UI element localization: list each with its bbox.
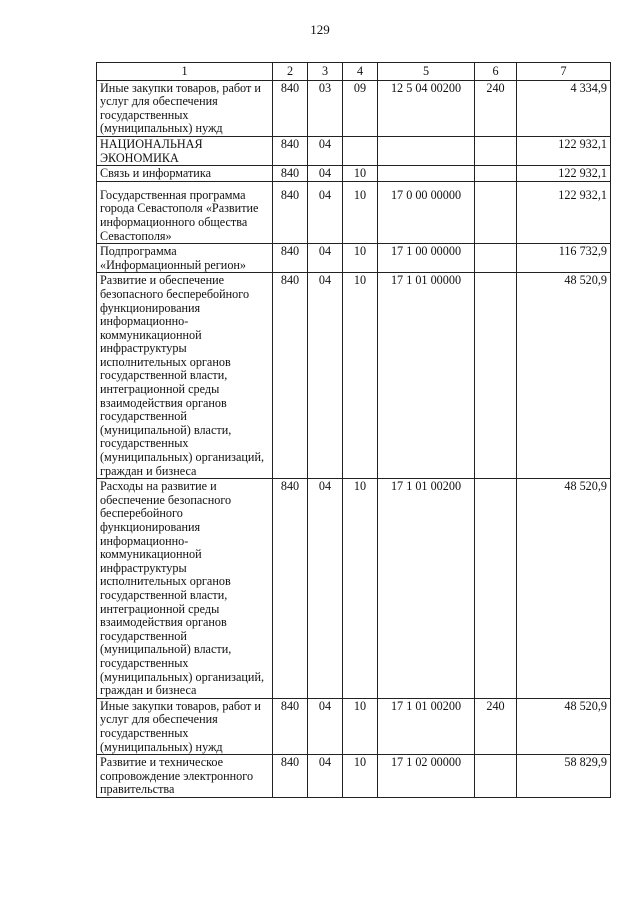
row-col-5 bbox=[378, 166, 475, 182]
row-col-5: 12 5 04 00200 bbox=[378, 80, 475, 136]
row-col-2: 840 bbox=[273, 479, 308, 699]
row-col-7: 116 732,9 bbox=[517, 244, 611, 273]
row-name: Подпрограмма «Информационный регион» bbox=[97, 244, 273, 273]
row-col-7: 4 334,9 bbox=[517, 80, 611, 136]
row-col-6: 240 bbox=[475, 80, 517, 136]
header-col-4: 4 bbox=[343, 63, 378, 81]
row-name: Связь и информатика bbox=[97, 166, 273, 182]
row-name: Расходы на развитие и обеспечение безопасного бесперебойного функционирования информационно-коммуникационной инфраструктуры исполнительных органов государственной власти, интеграционной среды взаимодействия органов государственной (муниципальной) власти, государственных (муниципальных) организаций, граждан и бизнеса bbox=[97, 479, 273, 699]
header-col-2: 2 bbox=[273, 63, 308, 81]
row-col-6 bbox=[475, 181, 517, 243]
header-row bbox=[97, 63, 611, 81]
row-col-2: 840 bbox=[273, 755, 308, 798]
row-col-3: 04 bbox=[308, 136, 343, 165]
row-col-4 bbox=[343, 136, 378, 165]
table-row bbox=[97, 166, 611, 182]
row-col-5: 17 1 01 00000 bbox=[378, 273, 475, 479]
row-col-6 bbox=[475, 479, 517, 699]
row-name: НАЦИОНАЛЬНАЯ ЭКОНОМИКА bbox=[97, 136, 273, 165]
row-col-4: 10 bbox=[343, 755, 378, 798]
row-col-6 bbox=[475, 136, 517, 165]
table-row bbox=[97, 181, 611, 243]
table-row bbox=[97, 136, 611, 165]
row-col-4: 09 bbox=[343, 80, 378, 136]
row-col-2: 840 bbox=[273, 698, 308, 754]
header-col-1: 1 bbox=[97, 63, 273, 81]
row-col-5: 17 1 00 00000 bbox=[378, 244, 475, 273]
row-col-5: 17 1 01 00200 bbox=[378, 479, 475, 699]
header-col-7: 7 bbox=[517, 63, 611, 81]
row-col-3: 04 bbox=[308, 698, 343, 754]
row-col-3: 04 bbox=[308, 755, 343, 798]
table-row bbox=[97, 698, 611, 754]
row-col-6: 240 bbox=[475, 698, 517, 754]
row-col-4: 10 bbox=[343, 479, 378, 699]
table-row bbox=[97, 755, 611, 798]
row-col-4: 10 bbox=[343, 166, 378, 182]
row-col-6 bbox=[475, 755, 517, 798]
row-col-7: 122 932,1 bbox=[517, 181, 611, 243]
table-row bbox=[97, 273, 611, 479]
page-number: 129 bbox=[310, 22, 330, 37]
header-col-6: 6 bbox=[475, 63, 517, 81]
row-name: Государственная программа города Севастополя «Развитие информационного общества Севастополя» bbox=[97, 181, 273, 243]
row-col-7: 48 520,9 bbox=[517, 479, 611, 699]
row-name: Иные закупки товаров, работ и услуг для обеспечения государственных (муниципальных) нужд bbox=[97, 80, 273, 136]
row-col-3: 04 bbox=[308, 181, 343, 243]
header-col-5: 5 bbox=[378, 63, 475, 81]
header-col-3: 3 bbox=[308, 63, 343, 81]
table-row bbox=[97, 80, 611, 136]
row-col-7: 122 932,1 bbox=[517, 136, 611, 165]
row-col-4: 10 bbox=[343, 244, 378, 273]
row-col-2: 840 bbox=[273, 166, 308, 182]
row-col-3: 04 bbox=[308, 166, 343, 182]
row-col-4: 10 bbox=[343, 273, 378, 479]
row-col-7: 122 932,1 bbox=[517, 166, 611, 182]
row-col-2: 840 bbox=[273, 181, 308, 243]
row-col-2: 840 bbox=[273, 136, 308, 165]
budget-table bbox=[96, 62, 611, 798]
row-col-7: 48 520,9 bbox=[517, 698, 611, 754]
row-name: Развитие и обеспечение безопасного бесперебойного функционирования информационно-коммуникационной инфраструктуры исполнительных органов государственной власти, интеграционной среды взаимодействия органов государственной (муниципальной) власти, государственных (муниципальных) организаций, граждан и бизнеса bbox=[97, 273, 273, 479]
row-col-2: 840 bbox=[273, 244, 308, 273]
row-col-4: 10 bbox=[343, 698, 378, 754]
row-col-7: 48 520,9 bbox=[517, 273, 611, 479]
row-col-6 bbox=[475, 244, 517, 273]
row-col-5: 17 1 01 00200 bbox=[378, 698, 475, 754]
row-col-6 bbox=[475, 166, 517, 182]
row-col-3: 04 bbox=[308, 244, 343, 273]
row-col-3: 04 bbox=[308, 273, 343, 479]
row-col-2: 840 bbox=[273, 80, 308, 136]
row-col-5: 17 0 00 00000 bbox=[378, 181, 475, 243]
row-col-2: 840 bbox=[273, 273, 308, 479]
row-col-6 bbox=[475, 273, 517, 479]
row-name: Развитие и техническое сопровождение электронного правительства bbox=[97, 755, 273, 798]
row-col-5 bbox=[378, 136, 475, 165]
row-name: Иные закупки товаров, работ и услуг для обеспечения государственных (муниципальных) нужд bbox=[97, 698, 273, 754]
row-col-3: 04 bbox=[308, 479, 343, 699]
row-col-4: 10 bbox=[343, 181, 378, 243]
table-row bbox=[97, 479, 611, 699]
row-col-5: 17 1 02 00000 bbox=[378, 755, 475, 798]
table-row bbox=[97, 244, 611, 273]
row-col-3: 03 bbox=[308, 80, 343, 136]
row-col-7: 58 829,9 bbox=[517, 755, 611, 798]
